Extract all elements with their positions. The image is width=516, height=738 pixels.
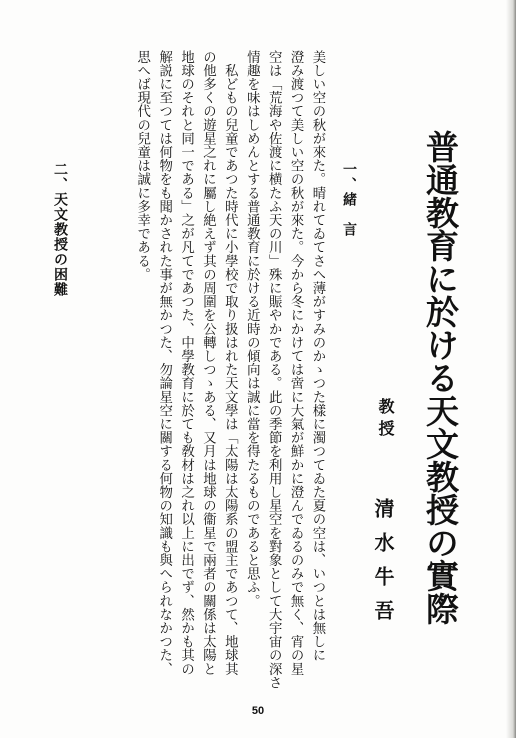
body-line: 地球のそれと同一である」之が凡てであつた、中學教育に於ても敎材は之れ以上に出でず、然かも其の xyxy=(178,50,194,676)
section-heading-introduction: 一、緒 言 xyxy=(341,162,357,237)
body-line: 美しい空の秋が來た。晴れてゐてさへ薄がすみのかゝつた樣に濁つてゐた夏の空は、いつとは無しに xyxy=(310,50,325,662)
body-line: 解説に至つては何物をも聞かされた事が無かつた、勿論星空に關する何物の知識も與へられなかつた、 xyxy=(156,50,172,676)
author-role: 教授 xyxy=(376,398,395,442)
page-number: 50 xyxy=(251,705,265,717)
article-title: 普通教育に於ける天文教授の實際 xyxy=(421,130,460,625)
section-body xyxy=(78,50,328,690)
body-line: 澄み渡つて美しい空の秋が來た。今から冬にかけては啻に大氣が鮮かに澄んでゐるのみで無く、宵の星 xyxy=(288,50,304,676)
author-name: 清水牛吾 xyxy=(371,498,395,634)
body-line: の他多くの遊星之れに屬し絶えず其の周圍を公轉しつゝある、又月は地球の衞星で兩者の關係は太陽と xyxy=(200,50,216,676)
body-line: 思へば現代の兒童は誠に多幸である。 xyxy=(134,50,150,282)
body-line: 空は「荒海や佐渡に横たふ天の川」殊に賑やかである。此の季節を利用し星空を對象として大宇宙の深さ xyxy=(266,50,282,690)
body-line: 私どもの兒童であつた時代に小學校で取り扱はれた天文學は「太陽は太陽系の盟主であつて、地球其 xyxy=(222,50,238,676)
section-heading-difficulties: 二、天文教授の困難 xyxy=(52,162,68,297)
page-edge xyxy=(506,0,516,738)
body-line: 情趣を味はしめんとする普通教育に於ける近時の傾向は誠に當を得たるものであると思ふ。 xyxy=(244,50,260,608)
